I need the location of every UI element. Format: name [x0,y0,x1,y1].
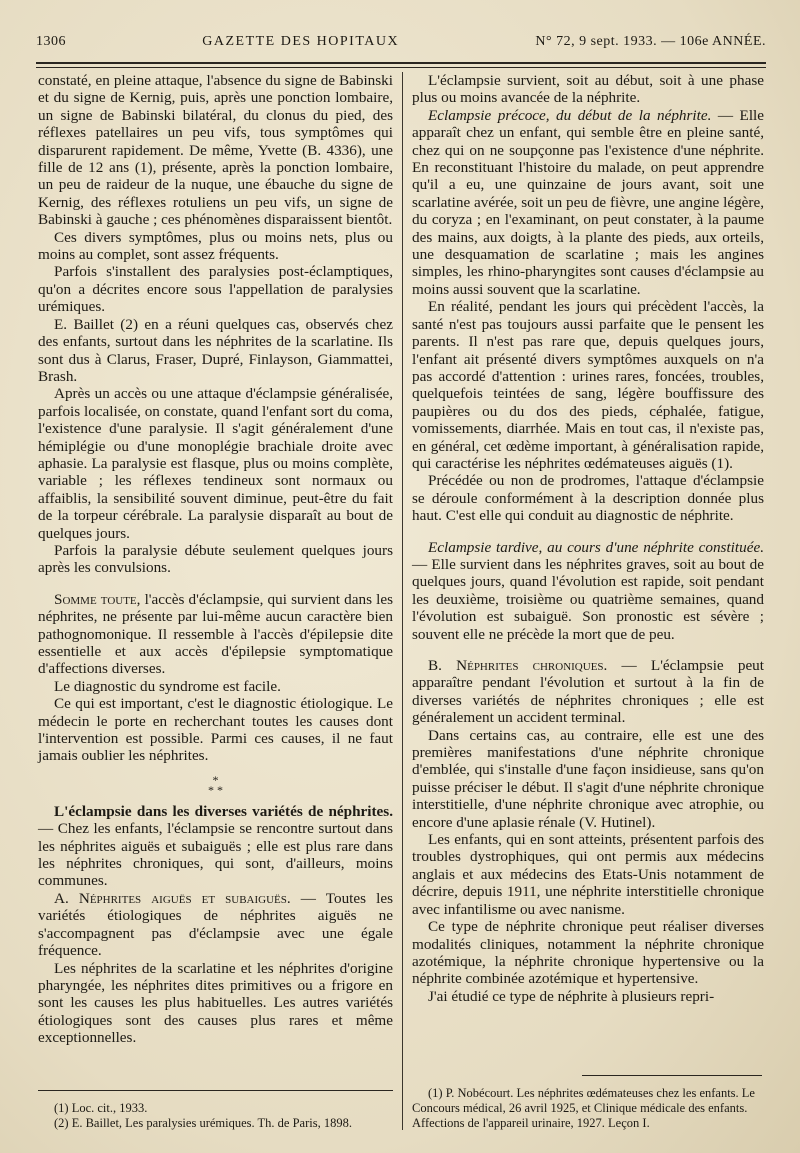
left-column [38,72,393,1047]
issue-info: N° 72, 9 sept. 1933. — 106e ANNÉE. [535,34,766,49]
subsection-heading: A. Néphrites aiguës et subaiguës. [54,889,291,907]
paragraph: E. Baillet (2) en a réuni quelques cas, observés chez des enfants, surtout dans les néphrites de la scarlatine. Ils sont dus à Clarus, Fraser, Dupré, Finlayson, Giammattei, Brash. [38,315,393,385]
right-column [412,72,764,1005]
paragraph: L'éclampsie dans les diverses variétés de néphrites. — Chez les enfants, l'éclampsie se rencontre surtout dans les néphrites aiguës et subaiguës ; elle est plus rare dans les néphrites chroniques, qui sont, d'ailleurs, moins communes. [38,802,393,890]
section-stars: * * * [208,772,223,797]
subsection-heading: B. Néphrites chroniques. [428,657,608,674]
journal-title: GAZETTE DES HOPITAUX [202,34,400,49]
running-header [36,34,766,50]
paragraph: Ce qui est important, c'est le diagnostic étiologique. Le médecin le porte en recherchant toutes les causes dont l'intervention est possible. Parmi ces causes, il ne faut jamais oublier les néphrites. [38,695,393,765]
paragraph: Après un accès ou une attaque d'éclampsie généralisée, parfois localisée, on constate, quand l'enfant sort du coma, l'existence d'une paralysie. Il s'agit généralement d'une hémiplégie ou d'une monoplégie brachiale droite avec aphasie. La paralysie est flasque, plus ou moins complète, variable ; les réflexes tendineux sont normaux ou affaiblis, la sensibilité souvent diminue, peut-être du fait de la torpeur cérébrale. La paralysie disparaît au bout de quelques jours. [38,385,393,542]
footnotes-right [412,1075,764,1131]
paragraph: Dans certains cas, au contraire, elle est une des premières manifestations d'une néphrite chronique d'emblée, qui s'installe d'une façon insidieuse, sans qu'on puisse préciser le début. Il s'agit d'une néphrite chronique interstitielle, d'une néphrite chronique avec atrophie, ou encore d'une aplasie rénale (V. Hutinel). [412,726,764,831]
paragraph: A. Néphrites aiguës et subaiguës. — Toutes les variétés étiologiques de néphrites aiguës ne s'accompagnent pas d'éclampsie avec une égale fréquence. [38,889,394,960]
paragraph: Précédée ou non de prodromes, l'attaque d'éclampsie se déroule conformément à la description donnée plus haut. C'est elle qui conduit au diagnostic de néphrite. [412,472,764,525]
footnote-rule [38,1090,393,1091]
subheading: Eclampsie précoce, du début de la néphrite. [428,106,712,124]
paragraph: constaté, en pleine attaque, l'absence du signe de Babinski et du signe de Kernig, puis, après une ponction lombaire, un signe de Babinski bilatéral, du clonus du pied, des réflexes patellaires un peu vifs, tous symptômes qui disparurent rapidement. De même, Yvette (B. 4336), une fille de 12 ans (1), présente, après la ponction lombaire, un peu de raideur de la nuque, une ébauche du signe de Kernig, des réflexes rotuliens un peu vifs, un signe de Babinski à gauche ; ces phénomènes disparaissent bientôt. [38,72,393,229]
paragraph: Parfois la paralysie débute seulement quelques jours après les convulsions. [38,541,393,577]
footnote: (1) Loc. cit., 1933. [54,1101,148,1115]
footnote-rule [582,1075,762,1076]
paragraph: Ces divers symptômes, plus ou moins nets, plus ou moins au complet, sont assez fréquents. [38,228,393,264]
footnotes-left [38,1090,393,1131]
footnote: (2) E. Baillet, Les paralysies urémiques. Th. de Paris, 1898. [54,1116,352,1130]
paragraph: Eclampsie précoce, du début de la néphrite. — Elle apparaît chez un enfant, qui semble être en pleine santé, chez qui on ne soupçonne pas l'existence d'une néphrite. En reconstituant l'histoire du malade, on peut apprendre qu'il a eu, une quinzaine de jours avant, soit une scarlatine avérée, soit un peu de fièvre, une angine légère, du coryza ; en l'examinant, on peut constater, à la paume des mains, aux doigts, à la plante des pieds, aux orteils, une desquamation de scarlatine ; mais les angines simples, les rhino-pharyngites sont causes d'éclampsie au moins aussi souvent que la scarlatine. [412,106,765,298]
column-divider [402,72,403,1130]
paragraph: B. Néphrites chroniques. — L'éclampsie peut apparaître pendant l'évolution et surtout à la fin de diverses variétés de néphrites chroniques ; elle est généralement un accident terminal. [412,657,764,727]
paragraph: Parfois s'installent des paralysies post-éclamptiques, qu'on a décrites encore sous l'appellation de paralysies urémiques. [38,263,393,316]
paragraph: En réalité, pendant les jours qui précèdent l'accès, la santé n'est pas toujours aussi parfaite que le pensent les parents. Il n'est pas rare que, depuis quelques jours, l'enfant ait présenté divers symptômes auxquels on n'a pas accordé d'attention : urines rares, foncées, troubles, quelquefois teintées de sang, légère bouffissure des paupières ou du dos des pieds, céphalée, fatigue, vomissements, diarrhée. Mais en tout cas, il n'existe pas, en général, cet œdème important, à généralisation rapide, qui caractérise les néphrites œdémateuses aiguës (1). [412,298,764,472]
lead-in: Somme toute, [54,590,141,608]
section-heading: L'éclampsie dans les diverses variétés de néphrites. [54,802,393,820]
paragraph: Le diagnostic du syndrome est facile. [54,677,281,695]
paragraph: Ce type de néphrite chronique peut réaliser diverses modalités cliniques, notamment la néphrite chronique azotémique, la néphrite chronique hypertensive ou la néphrite combinée azotémique et hypertensive. [412,918,764,988]
paragraph: L'éclampsie survient, soit au début, soit à une phase plus ou moins avancée de la néphrite. [412,72,764,107]
paragraph: Somme toute, l'accès d'éclampsie, qui survient dans les néphrites, ne présente par lui-même aucun caractère bien pathognomonique. Il ressemble à l'accès d'épilepsie dite essentielle et aux accès d'épilepsie symptomatique d'affections diverses. [38,590,393,678]
header-rule [36,62,766,68]
subheading: Eclampsie tardive, au cours d'une néphrite constituée. [428,538,764,556]
paragraph: Les enfants, qui en sont atteints, présentent parfois des troubles dystrophiques, qui ont permis aux médecins anglais et aux médecins des Etats-Unis notamment de décrire, depuis 1911, une néphrite interstitielle chronique avec infantilisme ou avec nanisme. [412,831,764,918]
footnote: (1) P. Nobécourt. Les néphrites œdémateuses chez les enfants. Le Concours médical, 26 avril 1925, et Clinique médicale des enfants. Affections de l'appareil urinaire, 1927. Leçon I. [412,1086,755,1130]
paragraph: Eclampsie tardive, au cours d'une néphrite constituée. — Elle survient dans les néphrites graves, soit au bout de quelques jours, quand l'évolution est rapide, soit pendant les deuxième, troisième ou quatrième semaines, quand l'évolution est subaiguë. Son pronostic est sévère ; souvent elle ne précède la mort que de peu. [412,538,764,643]
paragraph: J'ai étudié ce type de néphrite à plusieurs repri- [428,987,715,1005]
page-number: 1306 [36,34,66,49]
paragraph: Les néphrites de la scarlatine et les néphrites d'origine pharyngée, les néphrites dites primitives ou a frigore en sont les causes les plus habituelles. Les autres variétés étiologiques sont des causes plus rares et même exceptionnelles. [38,959,393,1047]
